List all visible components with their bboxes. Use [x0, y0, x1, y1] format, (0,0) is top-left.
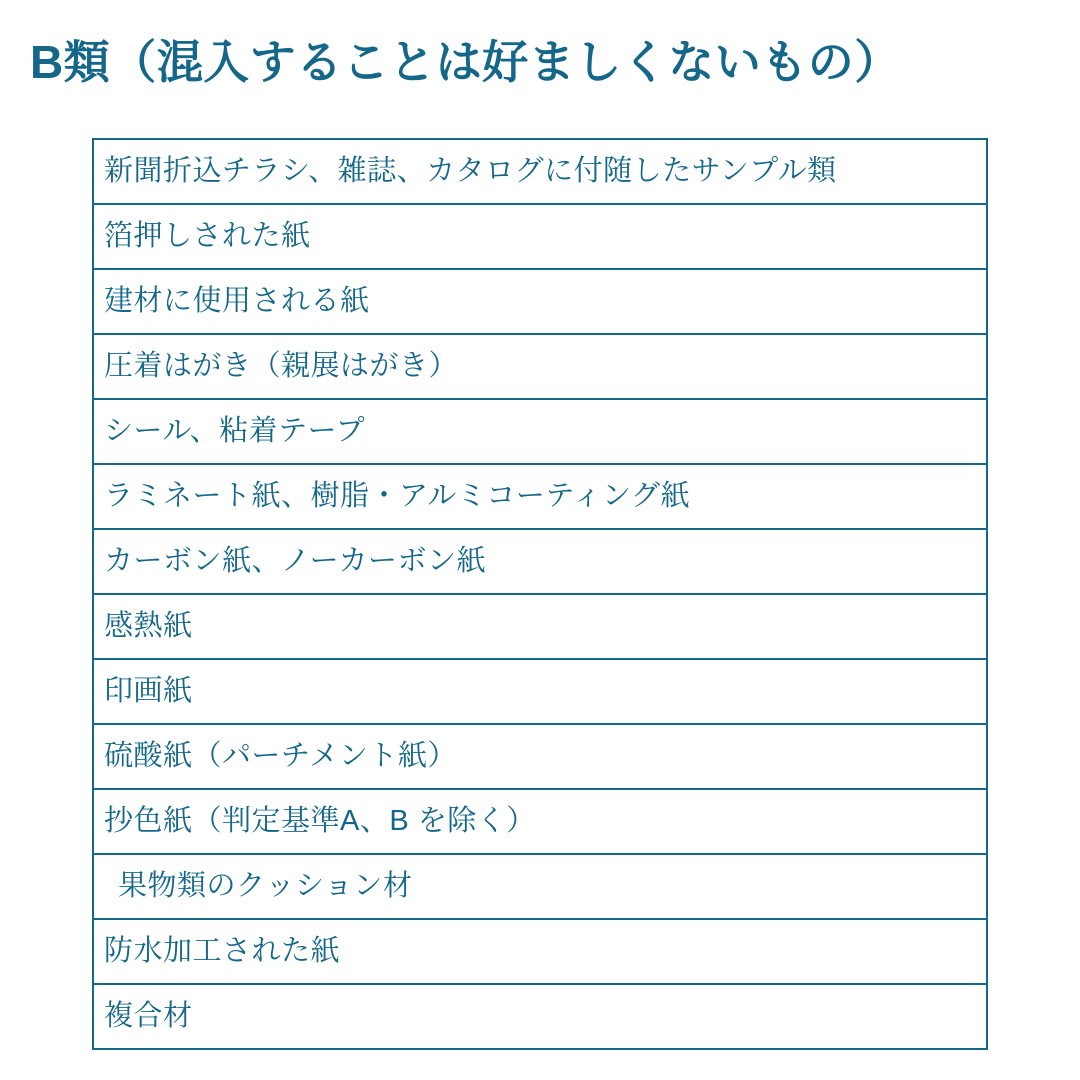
table-row: [94, 790, 986, 855]
table-cell-item: 抄色紙（判定基準A、B を除く）: [104, 805, 536, 838]
table-cell-item: 硫酸紙（パーチメント紙）: [104, 740, 457, 773]
table-cell-item: 複合材: [104, 1000, 193, 1033]
table-row: [94, 205, 986, 270]
table-cell-item: 防水加工された紙: [104, 935, 341, 968]
table-cell-item: シール、粘着テープ: [104, 415, 366, 448]
table-row: [94, 920, 986, 985]
table-cell-item: 感熱紙: [104, 610, 193, 643]
table-row: [94, 725, 986, 790]
table-cell-item: 圧着はがき（親展はがき）: [104, 350, 459, 383]
table-row: [94, 985, 986, 1050]
table-row: [94, 465, 986, 530]
table-cell-item: 新聞折込チラシ、雑誌、カタログに付随したサンプル類: [104, 155, 837, 188]
table-row: [94, 660, 986, 725]
table-cell-item: 建材に使用される紙: [104, 285, 370, 318]
table-cell-item: 印画紙: [104, 675, 193, 708]
page-title: B類（混入することは好ましくないもの）: [30, 36, 901, 88]
table-row: [94, 595, 986, 660]
table-cell-item: カーボン紙、ノーカーボン紙: [104, 545, 487, 578]
table-row: [94, 530, 986, 595]
table-cell-item: ラミネート紙、樹脂・アルミコーティング紙: [104, 480, 690, 513]
category-b-table: [92, 138, 988, 1050]
table-row: [94, 400, 986, 465]
table-cell-item: 果物類のクッション材: [118, 870, 413, 903]
table-row: [94, 270, 986, 335]
table-cell-item: 箔押しされた紙: [104, 220, 311, 253]
table-row: [94, 140, 986, 205]
table-row: [94, 855, 986, 920]
table-row: [94, 335, 986, 400]
